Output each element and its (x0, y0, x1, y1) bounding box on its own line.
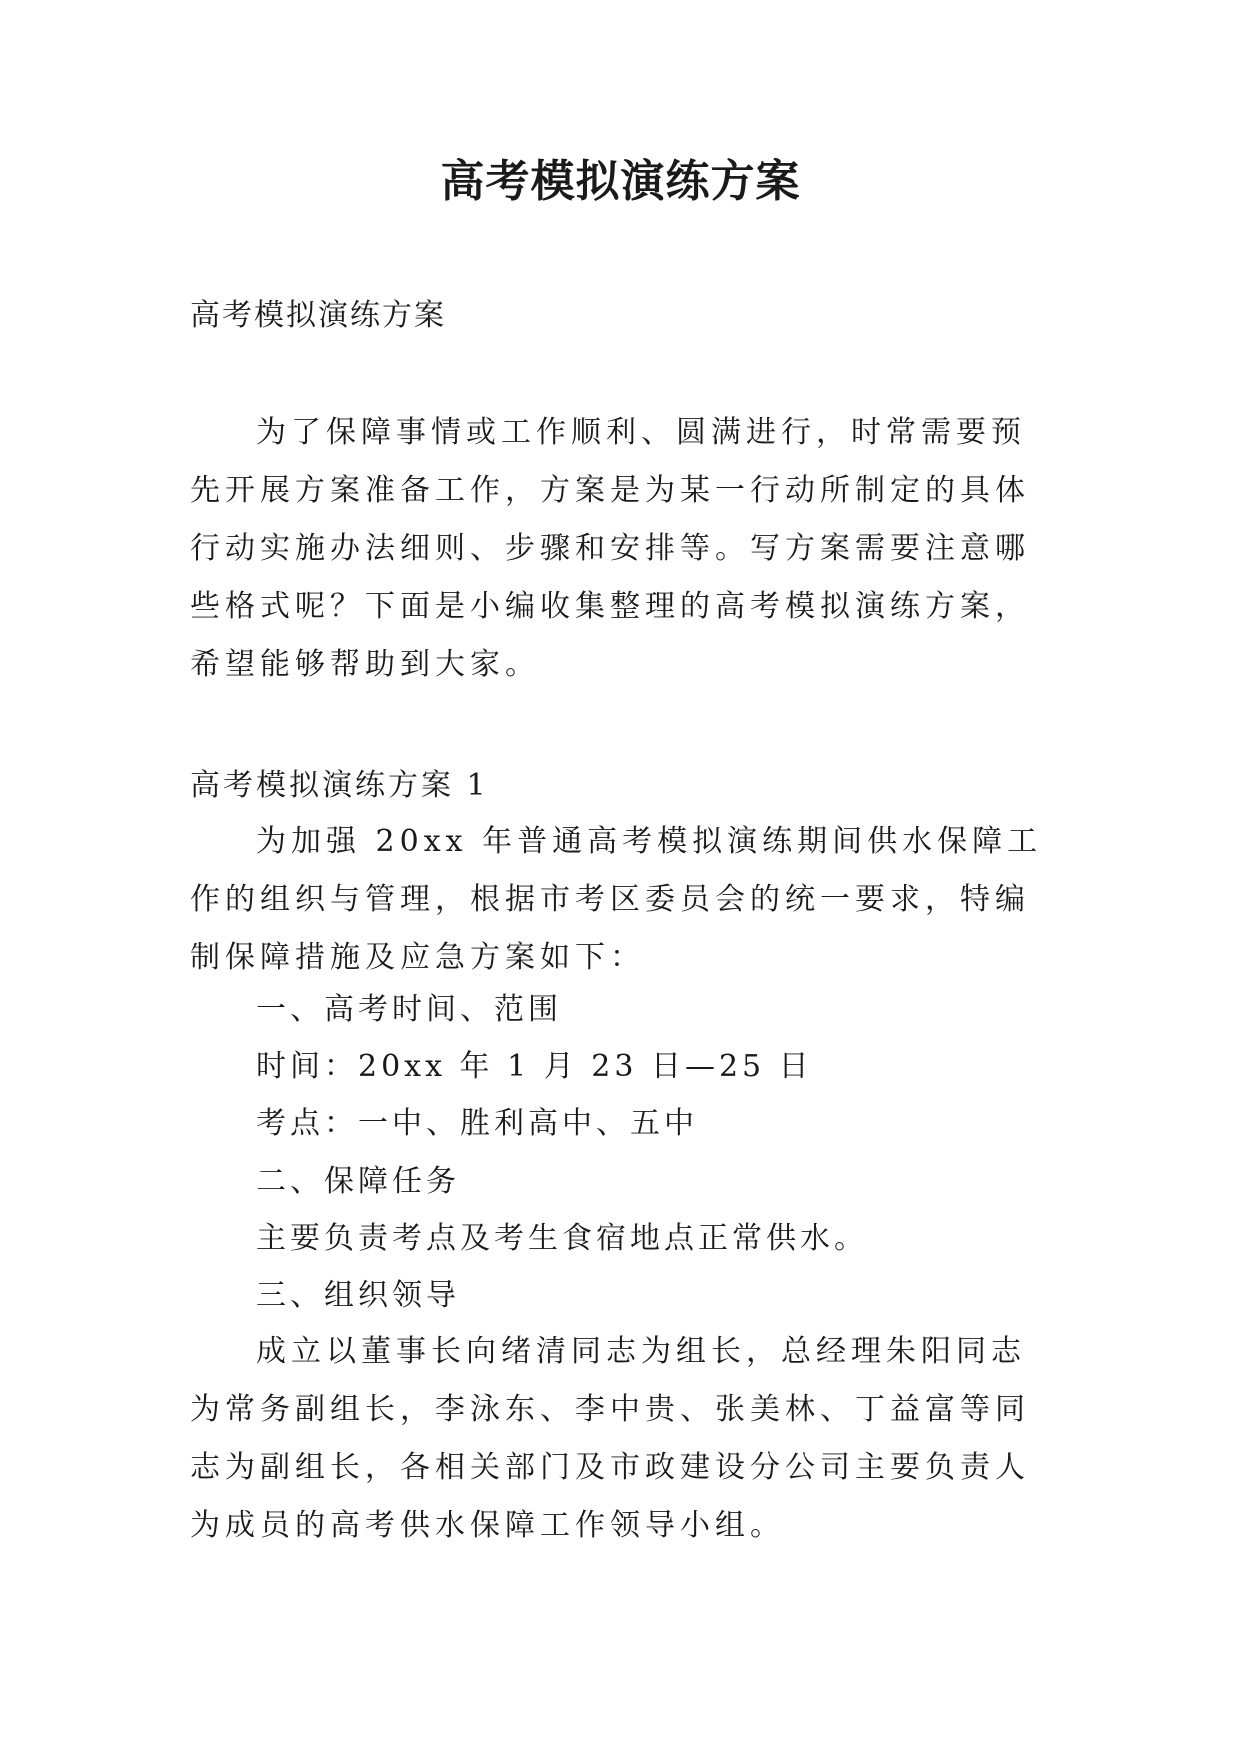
exam-site-line: 考点：一中、胜利高中、五中 (256, 1106, 698, 1141)
document-title: 高考模拟演练方案 (440, 156, 801, 207)
organization-paragraph: 成立以董事长向绪清同志为组长，总经理朱阳同志为常务副组长，李泳东、李中贵、张美林、丁益富等同志为副组长，各相关部门及市政建设分公司主要负责人为成员的高考供水保障工作领导小组。 (190, 1334, 1030, 1543)
task-line: 主要负责考点及考生食宿地点正常供水。 (256, 1221, 868, 1256)
task-heading: 二、保障任务 (256, 1164, 460, 1199)
exam-time-heading: 一、高考时间、范围 (256, 992, 562, 1027)
exam-time-line: 时间：20xx 年 1 月 23 日—25 日 (256, 1049, 813, 1084)
organization-heading: 三、组织领导 (256, 1278, 460, 1313)
section-heading: 高考模拟演练方案 1 (190, 768, 489, 803)
document-subtitle: 高考模拟演练方案 (190, 298, 446, 333)
section-paragraph: 为加强 20xx 年普通高考模拟演练期间供水保障工作的组织与管理，根据市考区委员会的统一要求，特编制保障措施及应急方案如下： (190, 824, 1043, 975)
intro-paragraph: 为了保障事情或工作顺利、圆满进行，时常需要预先开展方案准备工作，方案是为某一行动所制定的具体行动实施办法细则、步骤和安排等。写方案需要注意哪些格式呢？下面是小编收集整理的高考模拟演练方案，希望能够帮助到大家。 (190, 415, 1030, 682)
